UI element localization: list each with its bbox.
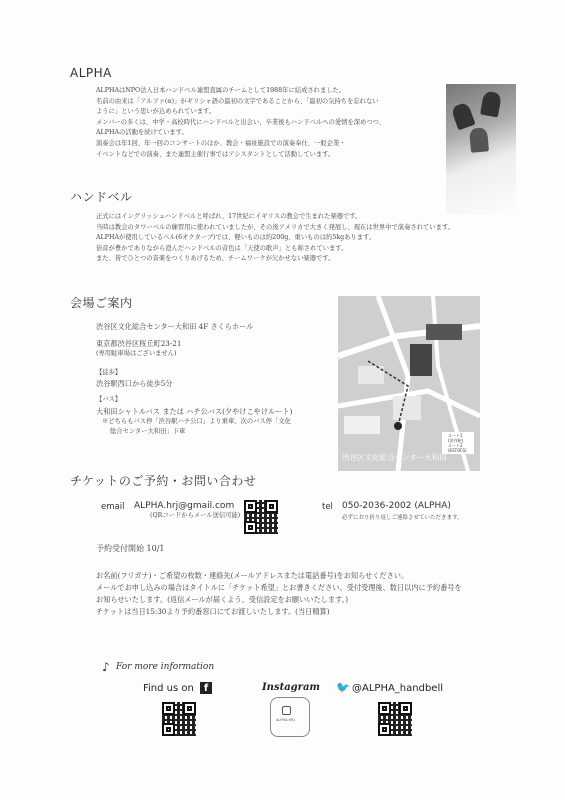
find-us-label: Find us on: [143, 683, 194, 694]
tel-number[interactable]: 050-2036-2002 (ALPHA): [342, 501, 451, 511]
twitter-icon[interactable]: 🐦: [336, 681, 350, 694]
map-caption: 渋谷区文化総合センター大和田: [342, 453, 447, 462]
reservation-start: 予約受付開始 10/1: [96, 544, 165, 553]
map-legend-route2-sub: (ESTOFS): [448, 448, 467, 453]
email-label: email: [101, 502, 125, 512]
bell-shape: [480, 91, 502, 118]
alpha-line: メンバーの多くは、中学・高校時代にハンドベルと出会い、卒業後もハンドベルへの愛情を深めつつ、: [96, 118, 385, 126]
handbell-line: 正式にはイングリッシュハンドベルと呼ばれ、17世紀にイギリスの教会で生まれた楽器です。: [96, 213, 362, 220]
venue-parking: (専用駐車場はございません): [96, 350, 177, 357]
venue-details: [96, 321, 292, 438]
email-address[interactable]: ALPHA.hrj@gmail.com: [134, 501, 235, 511]
map-legend-route1-sub: (渋谷駅): [448, 438, 464, 443]
bus-note-cont: 総合センター大和田」下車: [110, 428, 186, 436]
twitter-qr-code[interactable]: [378, 702, 412, 736]
alpha-line: 名前の由来は「アルファ(α)」がギリシャ語の最初の文字であることから、「最初の気持ちを忘れない: [96, 97, 379, 105]
bus-note: ※どちらもバス停「渋谷駅ハチ公口」より乗車、次のバス停「文化: [102, 417, 291, 425]
alpha-description: [96, 86, 385, 160]
handbell-line: 倍音が豊かでありながら澄んだハンドベルの音色は「天使の歌声」とも称されています。: [96, 244, 348, 252]
email-qr-code[interactable]: [244, 500, 278, 534]
more-info-title: For more information: [116, 662, 215, 672]
venue-name: 渋谷区文化総合センター大和田 4F さくらホール: [96, 322, 254, 331]
instagram-profile-card[interactable]: [270, 697, 310, 737]
bus-heading: 【バス】: [96, 396, 122, 404]
alpha-title: ALPHA: [70, 66, 112, 80]
venue-map: [338, 296, 480, 471]
map-legend: [448, 433, 467, 453]
ticket-title: チケットのご予約・お問い合わせ: [70, 474, 257, 488]
walk-info: 渋谷駅西口から徒歩5分: [96, 379, 173, 389]
instagram-label: Instagram: [262, 682, 320, 693]
handbell-photo: [446, 84, 516, 214]
instagram-handle: ALPHA.HRJ: [276, 718, 295, 722]
bell-shape: [469, 127, 489, 152]
map-legend-route1: ルート1: [448, 433, 463, 438]
ticket-line: メールでお申し込みの場合はタイトルに「チケット希望」とお書きください。受付受理後、数日以内に予約番号を: [96, 583, 462, 592]
ticket-line: お名前(フリガナ)・ご希望の枚数・連絡先(メールアドレスまたは電話番号)をお知らせください。: [96, 571, 409, 580]
handbell-line: また、皆でひとつの音楽をつくりあげるため、チームワークが欠かせない楽器です。: [96, 255, 335, 263]
handbell-line: ALPHAが使用しているベル(6オクターブ)では、軽いものは約200g、重いものは約5kgあります。: [96, 234, 376, 242]
venue-address: 東京都渋谷区桜丘町23-21: [96, 339, 182, 348]
alpha-line: イベントなどでの演奏、また連盟主催行事ではアシスタントとして活動しています。: [96, 150, 335, 158]
walk-heading: 【徒歩】: [96, 368, 122, 376]
bell-shape: [450, 102, 475, 131]
alpha-line: ように」という思いが込められています。: [96, 108, 216, 116]
handbell-title: ハンドベル: [70, 190, 133, 204]
ticket-line: お知らせいたします。(返信メールが届くよう、受信設定をお願いいたします。): [96, 595, 349, 604]
alpha-line: 演奏会は年1回、年一回のコンサートのほか、教会・福祉施設での演奏奉仕、一般企業・: [96, 139, 346, 147]
instagram-icon: [282, 706, 291, 715]
tel-label: tel: [322, 502, 333, 512]
music-note-icon: ♪: [102, 660, 110, 674]
handbell-description: [96, 212, 454, 265]
twitter-handle[interactable]: @ALPHA_handbell: [352, 683, 444, 694]
email-note: (QRコードからメール送信可能): [150, 512, 241, 519]
venue-title: 会場ご案内: [70, 296, 133, 310]
ticket-instructions: [96, 570, 462, 618]
handbell-line: 当時は教会のタワーベルの練習用に使われていましたが、その後アメリカで大きく発展し、現在は世界中で演奏されています。: [96, 223, 454, 231]
ticket-line: チケットは当日15:30より予約番窓口にてお渡しいたします。(当日精算): [96, 607, 330, 616]
alpha-line: ALPHAの活動を続けています。: [96, 129, 188, 137]
bus-info: 大和田シャトルバス または ハチ公バス(夕やけこやけルート): [96, 406, 293, 416]
map-legend-route2: ルート2: [448, 443, 463, 448]
alpha-line: ALPHAはNPO法人日本ハンドベル連盟直属のチームとして1988年に結成されました。: [96, 87, 346, 94]
facebook-qr-code[interactable]: [162, 702, 196, 736]
facebook-icon[interactable]: f: [200, 682, 212, 694]
tel-note: 必ずにおり折り返しご連絡させていただきます。: [342, 515, 463, 521]
